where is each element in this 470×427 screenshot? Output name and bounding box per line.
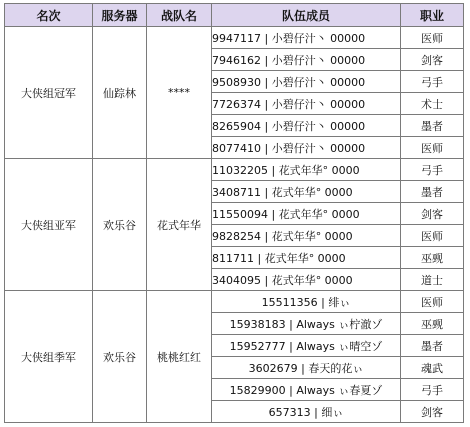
job-cell: 巫觋 (401, 247, 464, 269)
job-cell: 墨者 (401, 335, 464, 357)
job-cell: 剑客 (401, 203, 464, 225)
group-rank: 大侠组亚军 (5, 159, 93, 291)
member-cell: 3404095 | 花式年华° 0000 (212, 269, 401, 291)
member-cell: 7726374 | 小碧仔汁丶 00000 (212, 93, 401, 115)
ranking-table (4, 3, 464, 423)
group-server: 欢乐谷 (93, 291, 147, 423)
header-server: 服务器 (93, 4, 147, 27)
job-cell: 墨者 (401, 181, 464, 203)
header-members: 队伍成员 (212, 4, 401, 27)
member-cell: 15938183 | Always ぃ柠澈ゾ (212, 313, 401, 335)
table-row (5, 291, 464, 313)
member-cell: 15952777 | Always ぃ晴空ゾ (212, 335, 401, 357)
member-cell: 3602679 | 春天的花ぃ (212, 357, 401, 379)
job-cell: 剑客 (401, 401, 464, 423)
member-cell: 8265904 | 小碧仔汁丶 00000 (212, 115, 401, 137)
job-cell: 医师 (401, 291, 464, 313)
member-cell: 3408711 | 花式年华° 0000 (212, 181, 401, 203)
member-cell: 657313 | 细ぃ (212, 401, 401, 423)
group-team: 桃桃红红 (147, 291, 212, 423)
job-cell: 术士 (401, 93, 464, 115)
group-server: 仙踪林 (93, 27, 147, 159)
job-cell: 弓手 (401, 159, 464, 181)
member-cell: 9508930 | 小碧仔汁丶 00000 (212, 71, 401, 93)
job-cell: 医师 (401, 225, 464, 247)
job-cell: 魂武 (401, 357, 464, 379)
job-cell: 道士 (401, 269, 464, 291)
group-server: 欢乐谷 (93, 159, 147, 291)
job-cell: 巫觋 (401, 313, 464, 335)
member-cell: 15511356 | 绯ぃ (212, 291, 401, 313)
group-rank: 大侠组季军 (5, 291, 93, 423)
job-cell: 医师 (401, 27, 464, 49)
member-cell: 11550094 | 花式年华° 0000 (212, 203, 401, 225)
member-cell: 8077410 | 小碧仔汁丶 00000 (212, 137, 401, 159)
member-cell: 9947117 | 小碧仔汁丶 00000 (212, 27, 401, 49)
job-cell: 剑客 (401, 49, 464, 71)
job-cell: 医师 (401, 137, 464, 159)
table-header-row (5, 4, 464, 27)
table-row (5, 27, 464, 49)
job-cell: 墨者 (401, 115, 464, 137)
group-team: 花式年华 (147, 159, 212, 291)
member-cell: 15829900 | Always ぃ春夏ゾ (212, 379, 401, 401)
table-row (5, 159, 464, 181)
job-cell: 弓手 (401, 379, 464, 401)
group-rank: 大侠组冠军 (5, 27, 93, 159)
header-job: 职业 (401, 4, 464, 27)
job-cell: 弓手 (401, 71, 464, 93)
member-cell: 9828254 | 花式年华° 0000 (212, 225, 401, 247)
ranking-panel (4, 3, 464, 423)
member-cell: 11032205 | 花式年华° 0000 (212, 159, 401, 181)
header-rank: 名次 (5, 4, 93, 27)
member-cell: 7946162 | 小碧仔汁丶 00000 (212, 49, 401, 71)
group-team: **** (147, 27, 212, 159)
header-team: 战队名 (147, 4, 212, 27)
member-cell: 811711 | 花式年华° 0000 (212, 247, 401, 269)
